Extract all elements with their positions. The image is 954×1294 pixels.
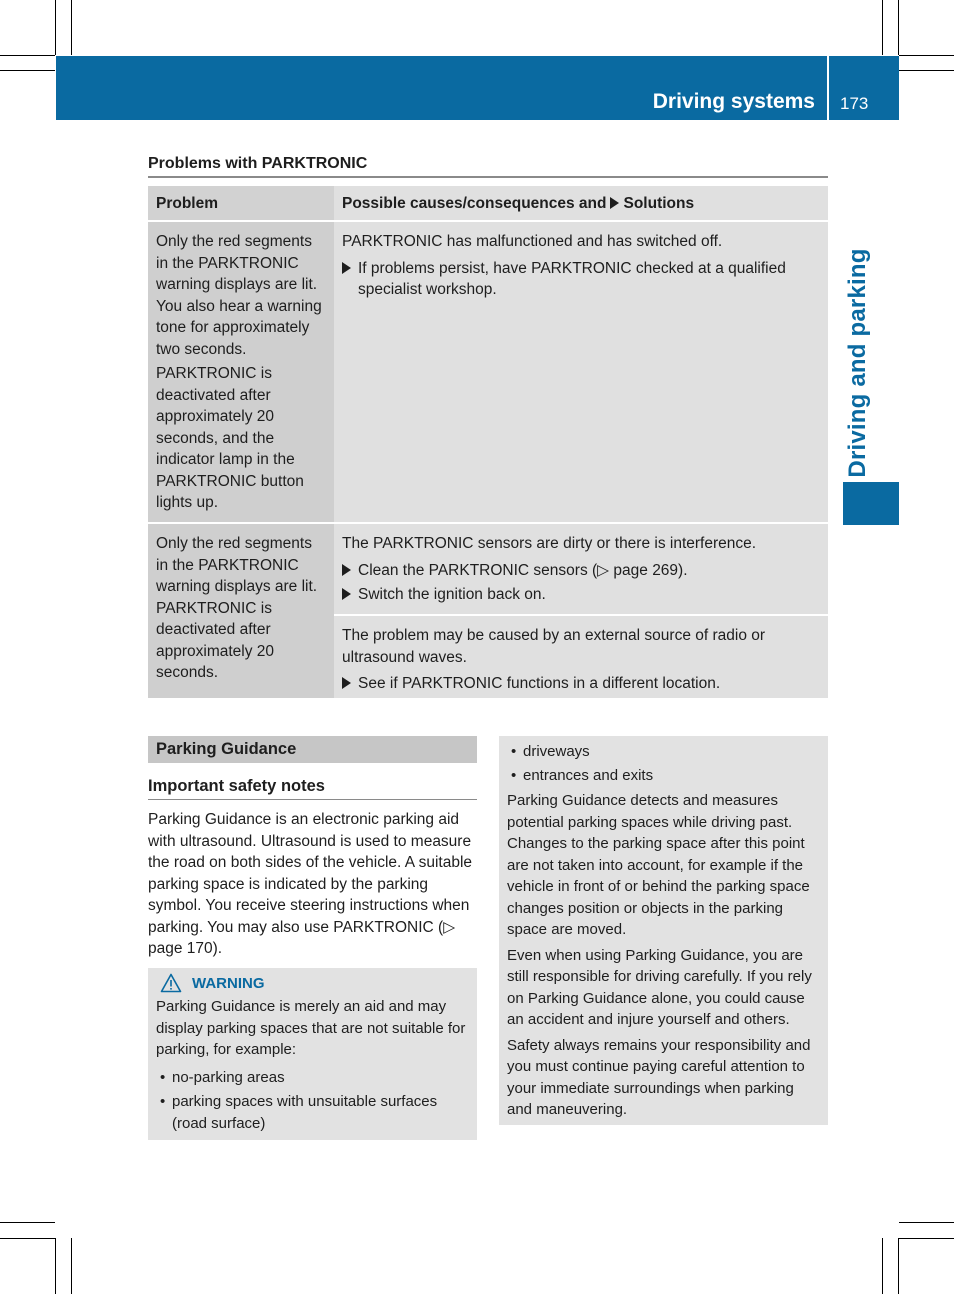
problems-title: Problems with PARKTRONIC <box>148 155 368 172</box>
problem-text: Only the red segments in the PARKTRONIC warning displays are lit. You also hear a warning tone for approximately two seconds. <box>156 233 322 358</box>
parking-guidance-heading: Parking Guidance <box>148 736 477 763</box>
action-item <box>342 560 820 582</box>
warning-text: Parking Guidance is merely an aid and may display parking spaces that are not suitable for parking, for example: <box>156 998 466 1058</box>
crop-mark <box>55 0 56 55</box>
crop-mark <box>55 1238 56 1294</box>
problem-cell <box>148 524 334 698</box>
header-divider <box>827 56 829 120</box>
warning-title: WARNING <box>192 974 265 992</box>
cause-block <box>334 524 828 614</box>
solution-cell <box>334 524 828 698</box>
cause-block <box>334 222 828 522</box>
table-header-problem: Problem <box>148 186 334 220</box>
page-number: 173 <box>840 94 869 113</box>
list-item: • driveways <box>507 741 820 763</box>
crop-mark <box>71 1238 72 1294</box>
problems-table <box>148 186 828 698</box>
section-divider <box>148 176 828 178</box>
arrow-right-icon <box>610 197 619 209</box>
warning-paragraph: Even when using Parking Guidance, you are still responsible for driving carefully. If you rely on Parking Guidance alone, you could cause an accident and injure yourself and others. <box>507 946 812 1028</box>
problem-text: PARKTRONIC is deactivated after approximately 20 seconds, and the indicator lamp in the PARKTRONIC button lights up. <box>156 365 304 511</box>
action-text: If problems persist, have PARKTRONIC checked at a qualified specialist workshop. <box>358 259 786 298</box>
crop-mark <box>899 70 954 71</box>
list-item: • no-parking areas <box>156 1067 469 1089</box>
crop-mark <box>882 0 883 55</box>
crop-mark <box>0 1238 55 1239</box>
header-section-title: Driving systems <box>652 90 815 113</box>
crop-mark <box>899 1238 954 1239</box>
side-tab-label: Driving and parking <box>844 248 871 478</box>
side-tab-marker <box>843 482 899 525</box>
warning-list <box>156 1067 469 1135</box>
list-item: • entrances and exits <box>507 765 820 787</box>
left-column <box>148 736 477 1140</box>
continued-list <box>507 741 820 786</box>
cause-text: The PARKTRONIC sensors are dirty or there is interference. <box>342 535 757 552</box>
crop-mark <box>898 0 899 55</box>
arrow-right-icon <box>342 588 351 600</box>
crop-mark <box>898 1238 899 1294</box>
action-item <box>342 258 820 301</box>
crop-mark <box>882 1238 883 1294</box>
problem-text: Only the red segments in the PARKTRONIC warning displays are lit. PARKTRONIC is deactivated after approximately 20 seconds. <box>156 535 318 681</box>
table-row <box>148 522 828 698</box>
warning-box <box>148 968 477 1141</box>
cause-text: PARKTRONIC has malfunctioned and has switched off. <box>342 233 723 250</box>
side-tab <box>842 248 874 478</box>
crop-mark <box>899 55 954 56</box>
action-text: Clean the PARKTRONIC sensors (▷ page 269). <box>358 561 688 579</box>
crop-mark <box>899 1222 954 1223</box>
intro-paragraph: Parking Guidance is an electronic parking aid with ultrasound. Ultrasound is used to measure the road on both sides of the vehicle. A suitable parking space is indicated by the parking symbol. You receive steering instructions when parking. You may also use PARKTRONIC (▷ page 170). <box>148 811 473 957</box>
crop-mark <box>0 55 55 56</box>
safety-notes-heading: Important safety notes <box>148 776 477 800</box>
crop-mark <box>0 1222 55 1223</box>
header-solutions-label: Solutions <box>623 195 695 212</box>
page-header <box>56 56 899 120</box>
action-text: See if PARKTRONIC functions in a different location. <box>358 675 721 692</box>
action-text: Switch the ignition back on. <box>358 586 546 603</box>
warning-continued-box <box>499 736 828 1125</box>
table-header-row <box>148 186 828 220</box>
crop-mark <box>71 0 72 55</box>
arrow-right-icon <box>342 262 351 274</box>
cause-text: The problem may be caused by an external source of radio or ultrasound waves. <box>342 627 766 666</box>
action-item <box>342 584 820 606</box>
arrow-right-icon <box>342 564 351 576</box>
right-column <box>499 736 828 1125</box>
crop-mark <box>0 70 55 71</box>
cause-block <box>334 614 828 698</box>
problem-cell <box>148 222 334 522</box>
action-item <box>342 673 820 695</box>
solution-cell <box>334 222 828 522</box>
header-causes-label: Possible causes/consequences and <box>342 195 607 212</box>
arrow-right-icon <box>342 677 351 689</box>
warning-paragraph: Parking Guidance detects and measures potential parking spaces while driving past. Changes to the parking space after this point are not taken into account, for example if the vehicle in front of or behind the parking space changes position or objects in the parking space are moved. <box>507 792 810 938</box>
warning-header <box>156 973 469 995</box>
warning-triangle-icon <box>160 973 182 993</box>
table-row <box>148 220 828 522</box>
list-item: • parking spaces with unsuitable surfaces (road surface) <box>156 1091 469 1134</box>
table-header-solutions <box>334 186 828 220</box>
warning-paragraph: Safety always remains your responsibility and you must continue paying careful attention to your immediate surroundings when parking and maneuvering. <box>507 1036 811 1118</box>
